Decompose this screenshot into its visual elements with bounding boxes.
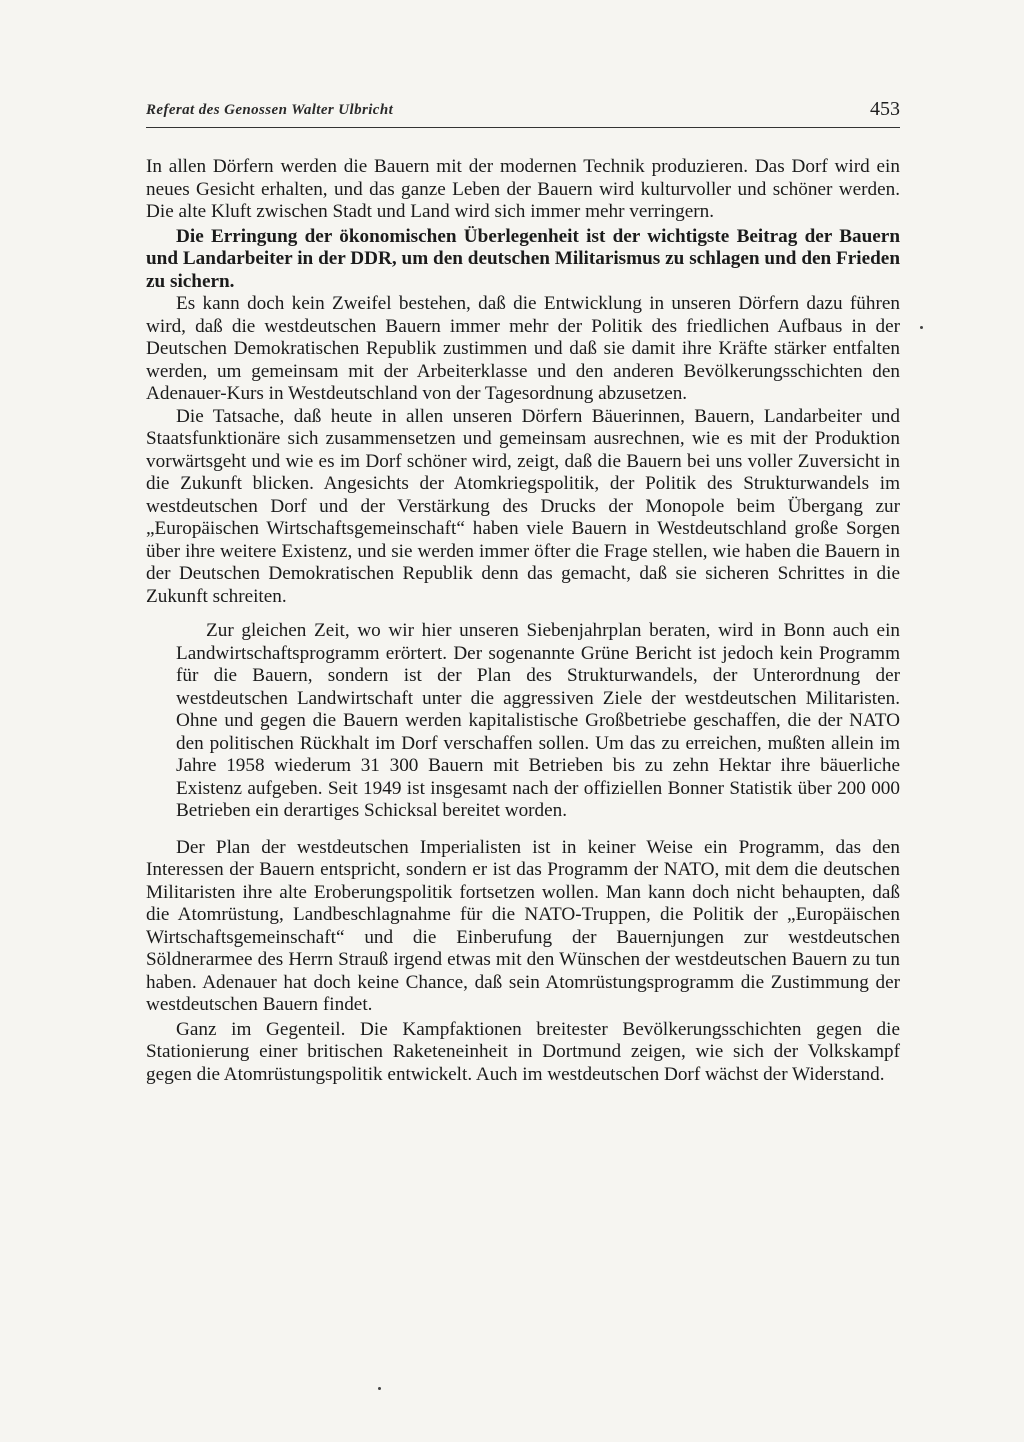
print-speck bbox=[378, 1387, 381, 1390]
paragraph-7: Ganz im Gegenteil. Die Kampfaktionen breitester Bevölkerungsschichten gegen die Stationierung einer britischen Raketeneinheit in Dortmund zeigen, wie sich der Volkskampf gegen die Atomrüstungspolitik entwickelt. Auch im westdeutschen Dorf wächst der Widerstand. bbox=[146, 1018, 900, 1085]
paragraph-2-bold-thesis: Die Erringung der ökonomischen Überlegenheit ist der wichtigste Beitrag der Bauern und Landarbeiter in der DDR, um den deutschen Militarismus zu schlagen und den Frieden zu sichern. bbox=[146, 225, 900, 292]
paragraph-4: Die Tatsache, daß heute in allen unseren Dörfern Bäuerinnen, Bauern, Landarbeiter und Staatsfunktionäre sich zusammensetzen und gemeinsam ausrechnen, wie es mit der Produktion vorwärtsgeht und wie es im Dorf schöner wird, zeigt, daß die Bauern bei uns voller Zuversicht in die Zukunft blicken. Angesichts der Atomkriegspolitik, der Politik des Strukturwandels im westdeutschen Dorf und der Verstärkung des Drucks der Monopole beim Übergang zur „Europäischen Wirtschaftsgemeinschaft“ haben viele Bauern in Westdeutschland große Sorgen über ihre weitere Existenz, und sie werden immer öfter die Frage stellen, wie haben die Bauern in der Deutschen Demokratischen Republik denn das gemacht, daß sie sicheren Schrittes in die Zukunft schreiten. bbox=[146, 405, 900, 607]
paragraph-3: Es kann doch kein Zweifel bestehen, daß die Entwicklung in unseren Dörfern dazu führen wird, daß die westdeutschen Bauern immer mehr der Politik des friedlichen Aufbaus in der Deutschen Demokratischen Republik zustimmen und daß sie damit ihre Kräfte stärker entfalten werden, um gemeinsam mit der Arbeiterklasse und den anderen Bevölkerungsschichten den Adenauer-Kurs in Westdeutschland von der Tagesordnung abzusetzen. bbox=[146, 293, 900, 404]
page-number: 453 bbox=[870, 98, 900, 120]
print-speck bbox=[920, 326, 923, 329]
paragraph-5-indented-block: Zur gleichen Zeit, wo wir hier unseren Siebenjahrplan beraten, wird in Bonn auch ein Landwirtschaftsprogramm erörtert. Der sogenannte Grüne Bericht ist jedoch kein Programm für die Bauern, sondern ist der Plan des Strukturwandels, der Unterordnung der westdeutschen Landwirtschaft unter die aggressiven Ziele der westdeutschen Militaristen. Ohne und gegen die Bauern werden kapitalistische Großbetriebe geschaffen, die der NATO den politischen Rückhalt im Dorf verschaffen sollen. Um das zu erreichen, mußten allein im Jahre 1958 wiederum 31 300 Bauern mit Betrieben bis zu zehn Hektar ihre bäuerliche Existenz aufgeben. Seit 1949 ist insgesamt nach der offiziellen Bonner Statistik über 200 000 Betrieben ein derartiges Schicksal bereitet worden. bbox=[176, 620, 900, 821]
paragraph-6: Der Plan der westdeutschen Imperialisten ist in keiner Weise ein Programm, das den Interessen der Bauern entspricht, sondern er ist das Programm der NATO, mit dem die deutschen Militaristen ihre alte Eroberungspolitik fortsetzen wollen. Man kann doch nicht behaupten, daß die Atomrüstung, Landbeschlagnahme für die NATO-Truppen, die Politik der „Europäischen Wirtschaftsgemeinschaft“ und die Einberufung der Bauernjungen zur westdeutschen Söldnerarmee des Herrn Strauß irgend etwas mit den Wünschen der westdeutschen Bauern zu tun haben. Adenauer hat doch keine Chance, daß sein Atomrüstungsprogramm die Zustimmung der westdeutschen Bauern findet. bbox=[146, 836, 900, 1015]
page-header bbox=[146, 100, 900, 126]
body-text bbox=[146, 156, 900, 1086]
running-title: Referat des Genossen Walter Ulbricht bbox=[146, 102, 394, 118]
header-rule bbox=[146, 127, 900, 128]
paragraph-1: In allen Dörfern werden die Bauern mit der modernen Technik produzieren. Das Dorf wird ein neues Gesicht erhalten, und das ganze Leben der Bauern wird kulturvoller und schöner werden. Die alte Kluft zwischen Stadt und Land wird sich immer mehr verringern. bbox=[146, 156, 900, 222]
